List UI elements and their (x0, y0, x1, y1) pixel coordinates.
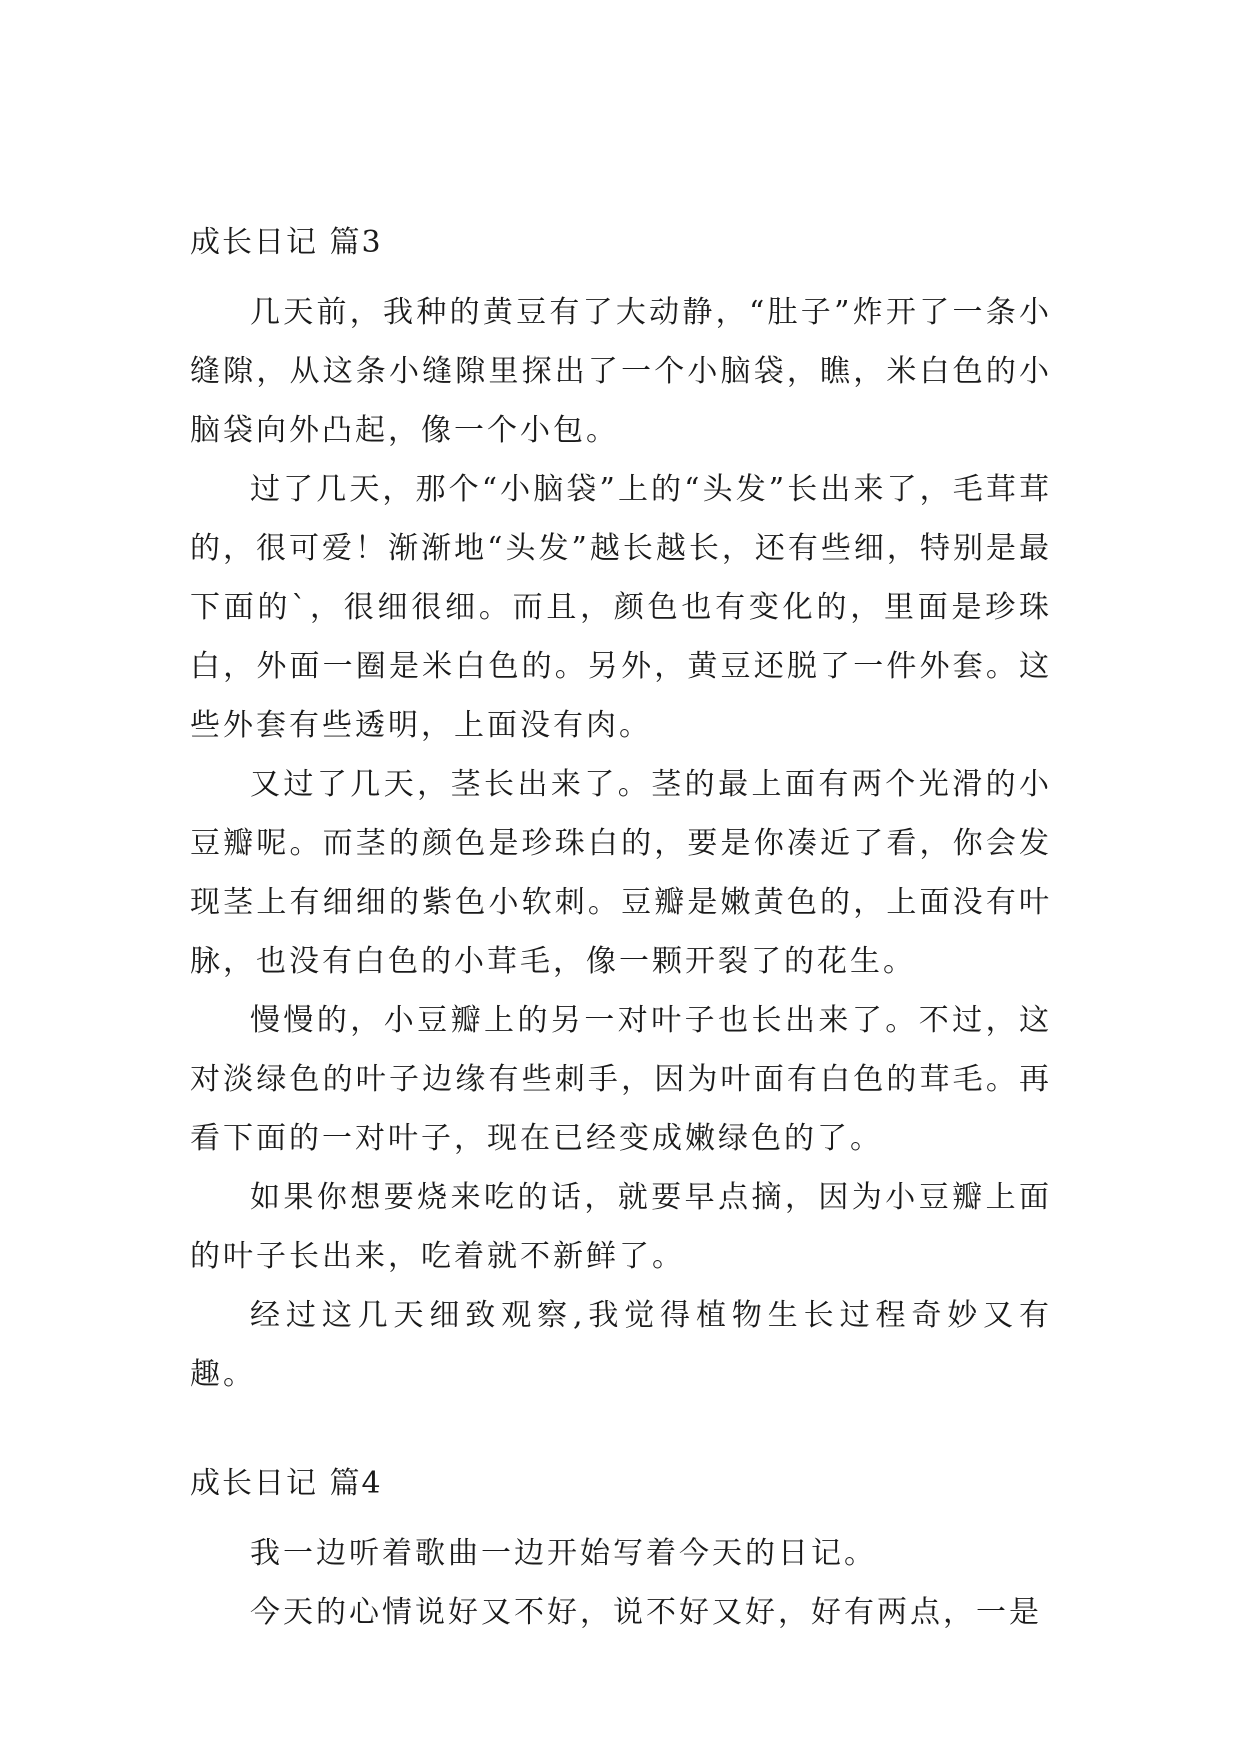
paragraph: 过了几天，那个“小脑袋”上的“头发”长出来了，毛茸茸的，很可爱！渐渐地“头发”越长越长，还有些细，特别是最下面的`，很细很细。而且，颜色也有变化的，里面是珍珠白，外面一圈是米白色的。另外，黄豆还脱了一件外套。这些外套有些透明，上面没有肉。 (190, 472, 1052, 743)
paragraph: 如果你想要烧来吃的话，就要早点摘，因为小豆瓣上面的叶子长出来，吃着就不新鲜了。 (190, 1180, 1052, 1274)
diary-entry-4 (190, 1466, 1052, 1642)
paragraph: 经过这几天细致观察,我觉得植物生长过程奇妙又有趣。 (190, 1298, 1052, 1392)
entry-heading: 成长日记 篇4 (190, 1466, 383, 1501)
paragraph: 慢慢的，小豆瓣上的另一对叶子也长出来了。不过，这对淡绿色的叶子边缘有些刺手，因为叶面有白色的茸毛。再看下面的一对叶子，现在已经变成嫩绿色的了。 (190, 1003, 1052, 1156)
entry-heading: 成长日记 篇3 (190, 225, 383, 260)
paragraph: 我一边听着歌曲一边开始写着今天的日记。 (250, 1536, 877, 1571)
paragraph: 几天前，我种的黄豆有了大动静，“肚子”炸开了一条小缝隙，从这条小缝隙里探出了一个小脑袋，瞧，米白色的小脑袋向外凸起，像一个小包。 (190, 295, 1052, 448)
diary-entry-3 (190, 225, 1052, 1404)
document-page (190, 225, 1052, 1642)
paragraph: 今天的心情说好又不好，说不好又好，好有两点，一是 (250, 1595, 1042, 1630)
paragraph: 又过了几天，茎长出来了。茎的最上面有两个光滑的小豆瓣呢。而茎的颜色是珍珠白的，要是你凑近了看，你会发现茎上有细细的紫色小软刺。豆瓣是嫩黄色的，上面没有叶脉，也没有白色的小茸毛，像一颗开裂了的花生。 (190, 767, 1052, 979)
